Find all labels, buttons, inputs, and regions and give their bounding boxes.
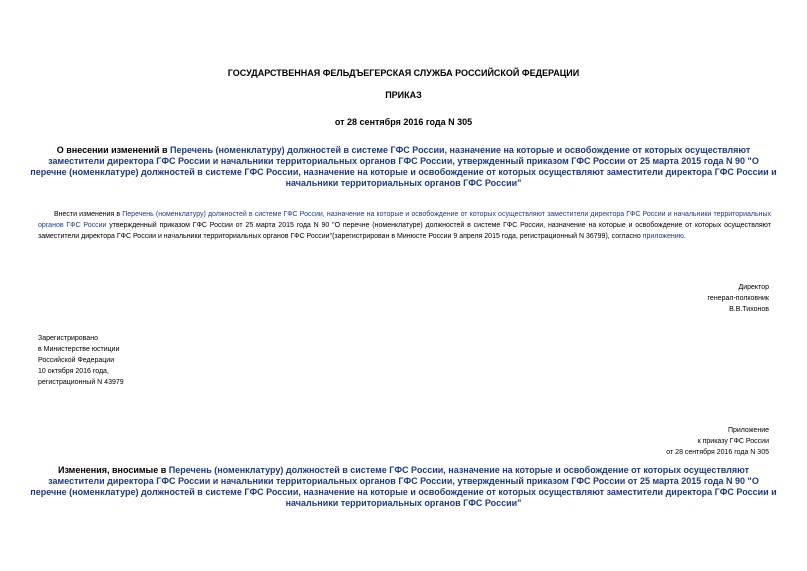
- appendix-order-ref: к приказу ГФС России: [697, 438, 769, 445]
- body-middle: утвержденный приказом ГФС России от 25 марта 2015 года N 90 "О перечне (номенклатуре) должностей в системе ГФС России, назначение на которые и освобождение от которых осуществляют заместители директора ГФС России и начальники территориальных органов ГФС России": [38, 222, 771, 240]
- order-date-number: от 28 сентября 2016 года N 305: [334, 117, 473, 127]
- registration-line-2: в Министерстве юстиции: [38, 346, 120, 353]
- appendix-title-link[interactable]: Перечень (номенклатуру) должностей в системе ГФС России, назначение на которые и освобождение от которых осуществляют заместители директора ГФС России и начальники территориальных органов ГФС России, утвержденный приказом ГФС России от 25 марта 2015 года N 90 "О перечне (номенклатуре) должностей в системе ГФС России, назначение на которые и освобождение от которых осуществляют заместители директора ГФС России и начальники территориальных органов ГФС России": [30, 465, 777, 508]
- appendix-label: Приложение: [727, 427, 769, 434]
- registration-line-5: регистрационный N 43979: [38, 379, 124, 386]
- appendix-title-prefix: Изменения, вносимые в: [57, 465, 169, 475]
- appendix-order-date: от 28 сентября 2016 года N 305: [666, 449, 769, 456]
- appendix-reference-block: [569, 425, 769, 458]
- signature-block: [569, 282, 769, 315]
- order-title-prefix: О внесении изменений в: [56, 145, 171, 155]
- agency-heading: ГОСУДАРСТВЕННАЯ ФЕЛЬДЪЕГЕРСКАЯ СЛУЖБА РОССИЙСКОЙ ФЕДЕРАЦИИ: [227, 68, 580, 78]
- order-body-paragraph: [38, 209, 771, 242]
- body-link-perechen[interactable]: Перечень (номенклатуру) должностей в системе ГФС России, назначение на которые и освобождение от которых осуществляют заместители директора ГФС России и начальники территориальных органов ГФС России: [38, 211, 772, 229]
- registration-line-3: Российской Федерации: [38, 357, 115, 364]
- body-link-appendix[interactable]: приложению: [642, 233, 684, 240]
- body-suffix: (зарегистрирован в Минюсте России 9 апреля 2015 года, регистрационный N 36799), согласно: [332, 233, 643, 240]
- order-title-link[interactable]: Перечень (номенклатуру) должностей в системе ГФС России, назначение на которые и освобождение от которых осуществляют заместители директора ГФС России и начальники территориальных органов ГФС России, утвержденный приказом ГФС России от 25 марта 2015 года N 90 "О перечне (номенклатуре) должностей в системе ГФС России, назначение на которые и освобождение от которых осуществляют заместители директора ГФС России и начальники территориальных органов ГФС России": [30, 145, 777, 188]
- order-title: [30, 145, 777, 189]
- doc-type-heading: ПРИКАЗ: [385, 90, 422, 100]
- registration-line-1: Зарегистрировано: [38, 335, 98, 342]
- registration-block: [38, 333, 288, 388]
- body-prefix: Внести изменения в: [54, 211, 123, 218]
- signature-rank: генерал-полковник: [707, 295, 769, 302]
- registration-line-4: 10 октября 2016 года,: [38, 368, 109, 375]
- appendix-title: [30, 465, 777, 509]
- body-end: .: [683, 233, 686, 240]
- signature-name: В.В.Тихонов: [729, 306, 769, 313]
- signature-position: Директор: [738, 284, 769, 291]
